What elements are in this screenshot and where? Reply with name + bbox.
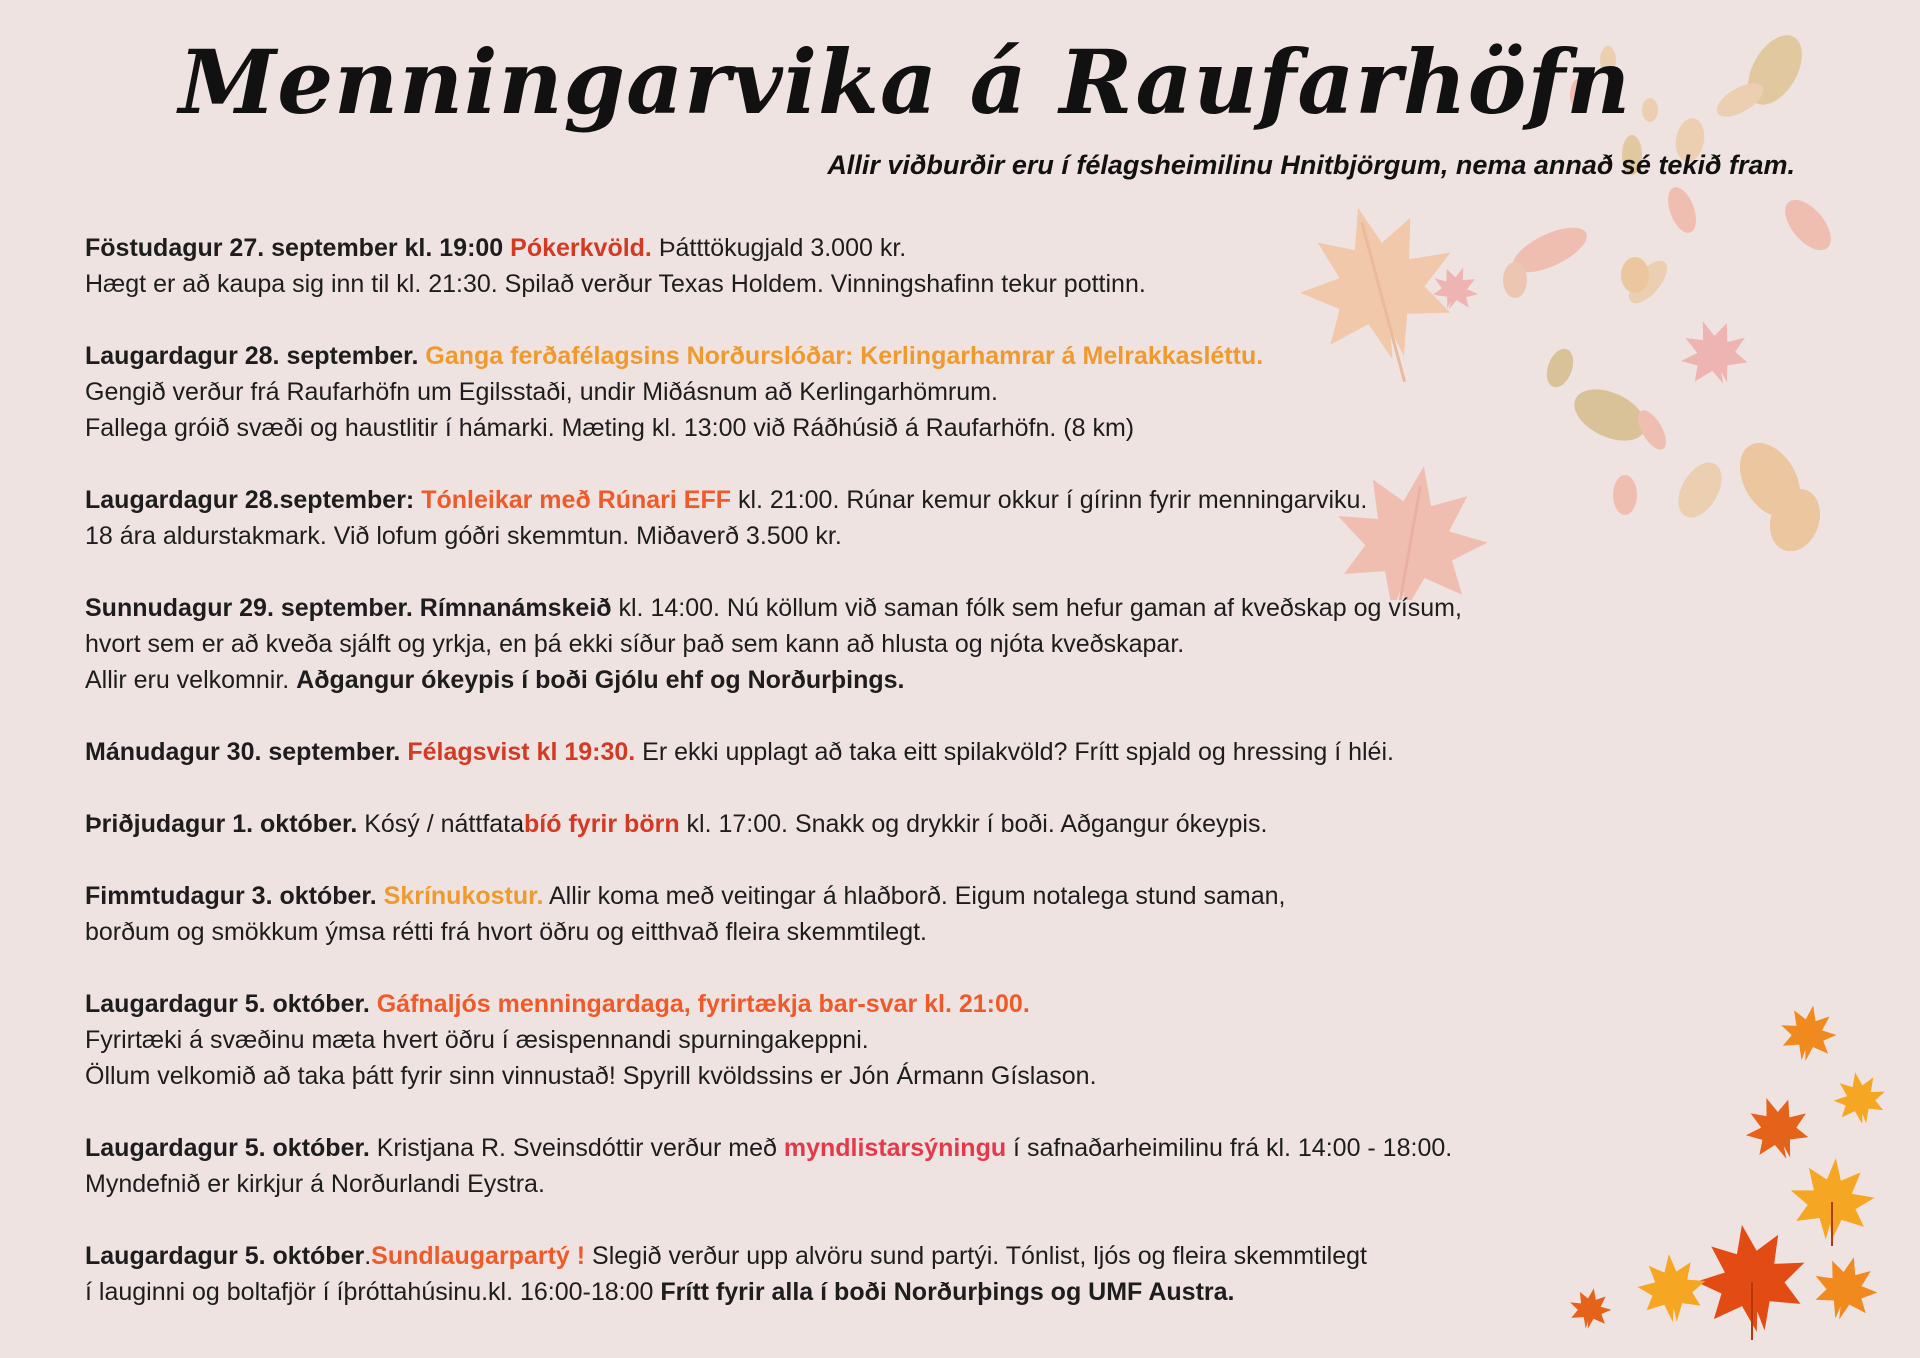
event-description-text: borðum og smökkum ýmsa rétti frá hvort öðru og eitthvað fleira skemmtilegt. [85,918,927,946]
event-line [85,266,1645,302]
page-title: Menningarvika á Raufarhöfn [178,30,1632,134]
event-item [85,338,1645,446]
event-line [85,410,1645,446]
maple-leaf-icon [1806,1249,1884,1327]
event-description-text: Gengið verður frá Raufarhöfn um Egilsstaði, undir Miðásnum að Kerlingarhömrum. [85,378,998,406]
maple-leaf-icon [1830,1068,1890,1128]
event-item [85,590,1645,698]
leaf-icon [1663,183,1702,236]
event-line [85,734,1645,770]
event-date-text: Laugardagur 5. október. [85,1134,370,1162]
event-line [85,482,1645,518]
maple-leaf-icon [1736,1087,1818,1169]
event-description-text: Kristjana R. Sveinsdóttir verður með [369,1134,784,1162]
event-highlight-text: Pókerkvöld. [510,234,652,262]
event-description-text: Allir eru velkomnir. [85,666,297,694]
event-line [85,518,1645,554]
event-line [85,986,1645,1022]
event-line [85,1238,1645,1274]
event-date-text: Sunnudagur 29. september. Rímnanámskeið [85,594,612,622]
event-description-text: 18 ára aldurstakmark. Við lofum góðri skemmtun. Miðaverð 3.500 kr. [85,522,842,550]
event-item [85,482,1645,554]
event-description-text: Fyrirtæki á svæðinu mæta hvert öðru í æsispennandi spurningakeppni. [85,1026,869,1054]
leaf-icon [1776,192,1839,259]
event-description-text: Er ekki upplagt að taka eitt spilakvöld? Frítt spjald og hressing í hléi. [635,738,1394,766]
event-date-text: Aðgangur ókeypis í boði Gjólu ehf og Norðurþings. [296,666,905,694]
event-description-text: Fallega gróið svæði og haustlitir í hámarki. Mæting kl. 13:00 við Ráðhúsið á Raufarhöfn. (8 km) [85,414,1135,442]
event-description-text: hvort sem er að kveða sjálft og yrkja, en þá ekki síður það sem kann að hlusta og njóta kveðskapar. [85,630,1185,658]
event-line [85,806,1645,842]
event-item [85,734,1645,770]
event-date-text: Laugardagur 5. október. [85,990,377,1018]
event-line [85,590,1645,626]
event-highlight-text: Ganga ferðafélagsins Norðurslóðar: Kerlingarhamrar á Melrakkasléttu. [425,342,1264,370]
event-highlight-text: Sundlaugarpartý ! [371,1242,586,1270]
event-highlight-text: bíó fyrir börn [524,810,680,838]
event-description-text: kl. 21:00. Rúnar kemur okkur í gírinn fyrir menningarviku. [731,486,1368,514]
maple-leaf-icon [1635,1251,1709,1325]
event-highlight-text: Gáfnaljós menningardaga, fyrirtækja bar-svar kl. 21:00. [376,990,1030,1018]
event-date-text: Fimmtudagur 3. október. [85,882,384,910]
event-line [85,1274,1645,1310]
event-list [85,230,1645,1346]
event-highlight-text: Félagsvist kl 19:30. [407,738,636,766]
event-line [85,1058,1645,1094]
event-date-text: Frítt fyrir alla í boði Norðurþings og UMF Austra. [660,1278,1235,1306]
event-date-text: Laugardagur 28. september. [85,342,426,370]
event-line [85,374,1645,410]
maple-leaf-icon [1671,310,1757,395]
event-date-text: Mánudagur 30. september. [85,738,408,766]
leaf-icon [1669,455,1730,525]
event-description-text: Slegið verður upp alvöru sund partýi. Tónlist, ljós og fleira skemmtilegt [585,1242,1367,1270]
event-item [85,986,1645,1094]
event-description-text: . [364,1242,372,1270]
event-date-text: Þriðjudagur 1. október. [85,810,358,838]
event-highlight-text: Tónleikar með Rúnari EFF [421,486,731,514]
event-description-text: Þátttökugjald 3.000 kr. [651,234,907,262]
event-description-text: Myndefnið er kirkjur á Norðurlandi Eystra. [85,1170,545,1198]
event-description-text: Öllum velkomið að taka þátt fyrir sinn vinnustað! Spyrill kvöldssins er Jón Ármann Gíslason. [85,1062,1097,1090]
event-description-text: Allir koma með veitingar á hlaðborð. Eigum notalega stund saman, [543,882,1286,910]
event-line [85,1022,1645,1058]
event-item [85,230,1645,302]
event-item [85,806,1645,842]
event-item [85,878,1645,950]
event-line [85,230,1645,266]
event-item [85,1130,1645,1202]
event-description-text: kl. 17:00. Snakk og drykkir í boði. Aðgangur ókeypis. [679,810,1268,838]
event-date-text: Laugardagur 28.september: [85,486,422,514]
event-line [85,662,1645,698]
event-description-text: í lauginni og boltafjör í íþróttahúsinu.kl. 16:00-18:00 [85,1278,661,1306]
event-highlight-text: myndlistarsýningu [783,1134,1007,1162]
event-line [85,1130,1645,1166]
event-item [85,1238,1645,1310]
event-description-text: kl. 14:00. Nú köllum við saman fólk sem hefur gaman af kveðskap og vísum, [611,594,1462,622]
event-line [85,626,1645,662]
event-date-text: Föstudagur 27. september kl. 19:00 [85,234,511,262]
event-line [85,878,1645,914]
event-date-text: Laugardagur 5. október [85,1242,365,1270]
event-highlight-text: Skrínukostur. [383,882,544,910]
maple-leaf-icon [1776,1001,1841,1066]
page-subtitle: Allir viðburðir eru í félagsheimilinu Hnitbjörgum, nema annað sé tekið fram. [827,150,1795,180]
event-line [85,338,1645,374]
event-line [85,1166,1645,1202]
event-description-text: Kósý / náttfata [357,810,525,838]
event-description-text: Hægt er að kaupa sig inn til kl. 21:30. Spilað verður Texas Holdem. Vinningshafinn tekur pottinn. [85,270,1146,298]
event-line [85,914,1645,950]
event-description-text: í safnaðarheimilinu frá kl. 14:00 - 18:00. [1006,1134,1453,1162]
